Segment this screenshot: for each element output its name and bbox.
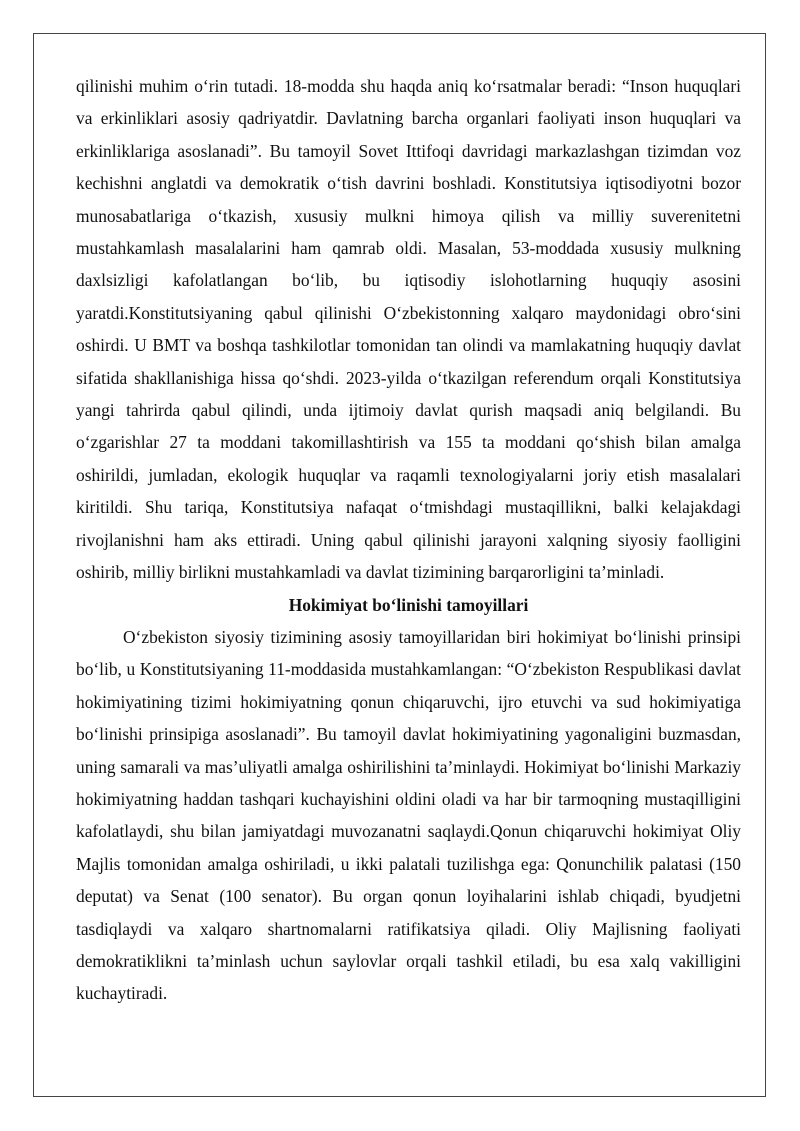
document-body [76,70,741,1010]
paragraph-constitution: qilinishi muhim o‘rin tutadi. 18-modda shu haqda aniq ko‘rsatmalar beradi: “Inson huquqlari va erkinliklari asosiy qadriyatdir. Davlatning barcha organlari faoliyati inson huquqlari va erkinliklariga asoslanadi”. Bu tamoyil Sovet Ittifoqi davridagi markazlashgan tizimdan voz kechishni anglatdi va demokratik o‘tish davrini boshladi. Konstitutsiya iqtisodiyotni bozor munosabatlariga o‘tkazish, xususiy mulkni himoya qilish va milliy suverenitetni mustahkamlash masalalarini ham qamrab oldi. Masalan, 53-moddada xususiy mulkning daxlsizligi kafolatlangan bo‘lib, bu iqtisodiy islohotlarning huquqiy asosini yaratdi.Konstitutsiyaning qabul qilinishi O‘zbekistonning xalqaro maydonidagi obro‘sini oshirdi. U BMT va boshqa tashkilotlar tomonidan tan olindi va mamlakatning huquqiy davlat sifatida shakllanishiga hissa qo‘shdi. 2023-yilda o‘tkazilgan referendum orqali Konstitutsiya yangi tahrirda qabul qilindi, unda ijtimoiy davlat qurish maqsadi aniq belgilandi. Bu o‘zgarishlar 27 ta moddani takomillashtirish va 155 ta moddani qo‘shish bilan amalga oshirildi, jumladan, ekologik huquqlar va raqamli texnologiyalarni joriy etish masalalari kiritildi. Shu tariqa, Konstitutsiya nafaqat o‘tmishdagi mustaqillikni, balki kelajakdagi rivojlanishni ham aks ettiradi. Uning qabul qilinishi jarayoni xalqning siyosiy faolligini oshirib, milliy birlikni mustahkamladi va davlat tizimining barqarorligini ta’minladi. [76,76,741,583]
paragraph-separation-of-powers: O‘zbekiston siyosiy tizimining asosiy tamoyillaridan biri hokimiyat bo‘linishi prinsipi bo‘lib, u Konstitutsiyaning 11-moddasida mustahkamlangan: “O‘zbekiston Respublikasi davlat hokimiyatining tizimi hokimiyatning qonun chiqaruvchi, ijro etuvchi va sud hokimiyatiga bo‘linishi prinsipiga asoslanadi”. Bu tamoyil davlat hokimiyatining yagonaligini buzmasdan, uning samarali va mas’uliyatli amalga oshirilishini ta’minlaydi. Hokimiyat bo‘linishi Markaziy hokimiyatning haddan tashqari kuchayishini oldini oladi va har bir tarmoqning mustaqilligini kafolatlaydi, shu bilan jamiyatdagi muvozanatni saqlaydi.Qonun chiqaruvchi hokimiyat Oliy Majlis tomonidan amalga oshiriladi, u ikki palatali tuzilishga ega: Qonunchilik palatasi (150 deputat) va Senat (100 senator). Bu organ qonun loyihalarini ishlab chiqadi, byudjetni tasdiqlaydi va xalqaro shartnomalarni ratifikatsiya qiladi. Oliy Majlisning faoliyati demokratiklikni ta’minlash uchun saylovlar orqali tashkil etiladi, bu esa xalq vakilligini kuchaytiradi. [76,626,741,1004]
section-heading: Hokimiyat bo‘linishi tamoyillari [288,594,529,615]
